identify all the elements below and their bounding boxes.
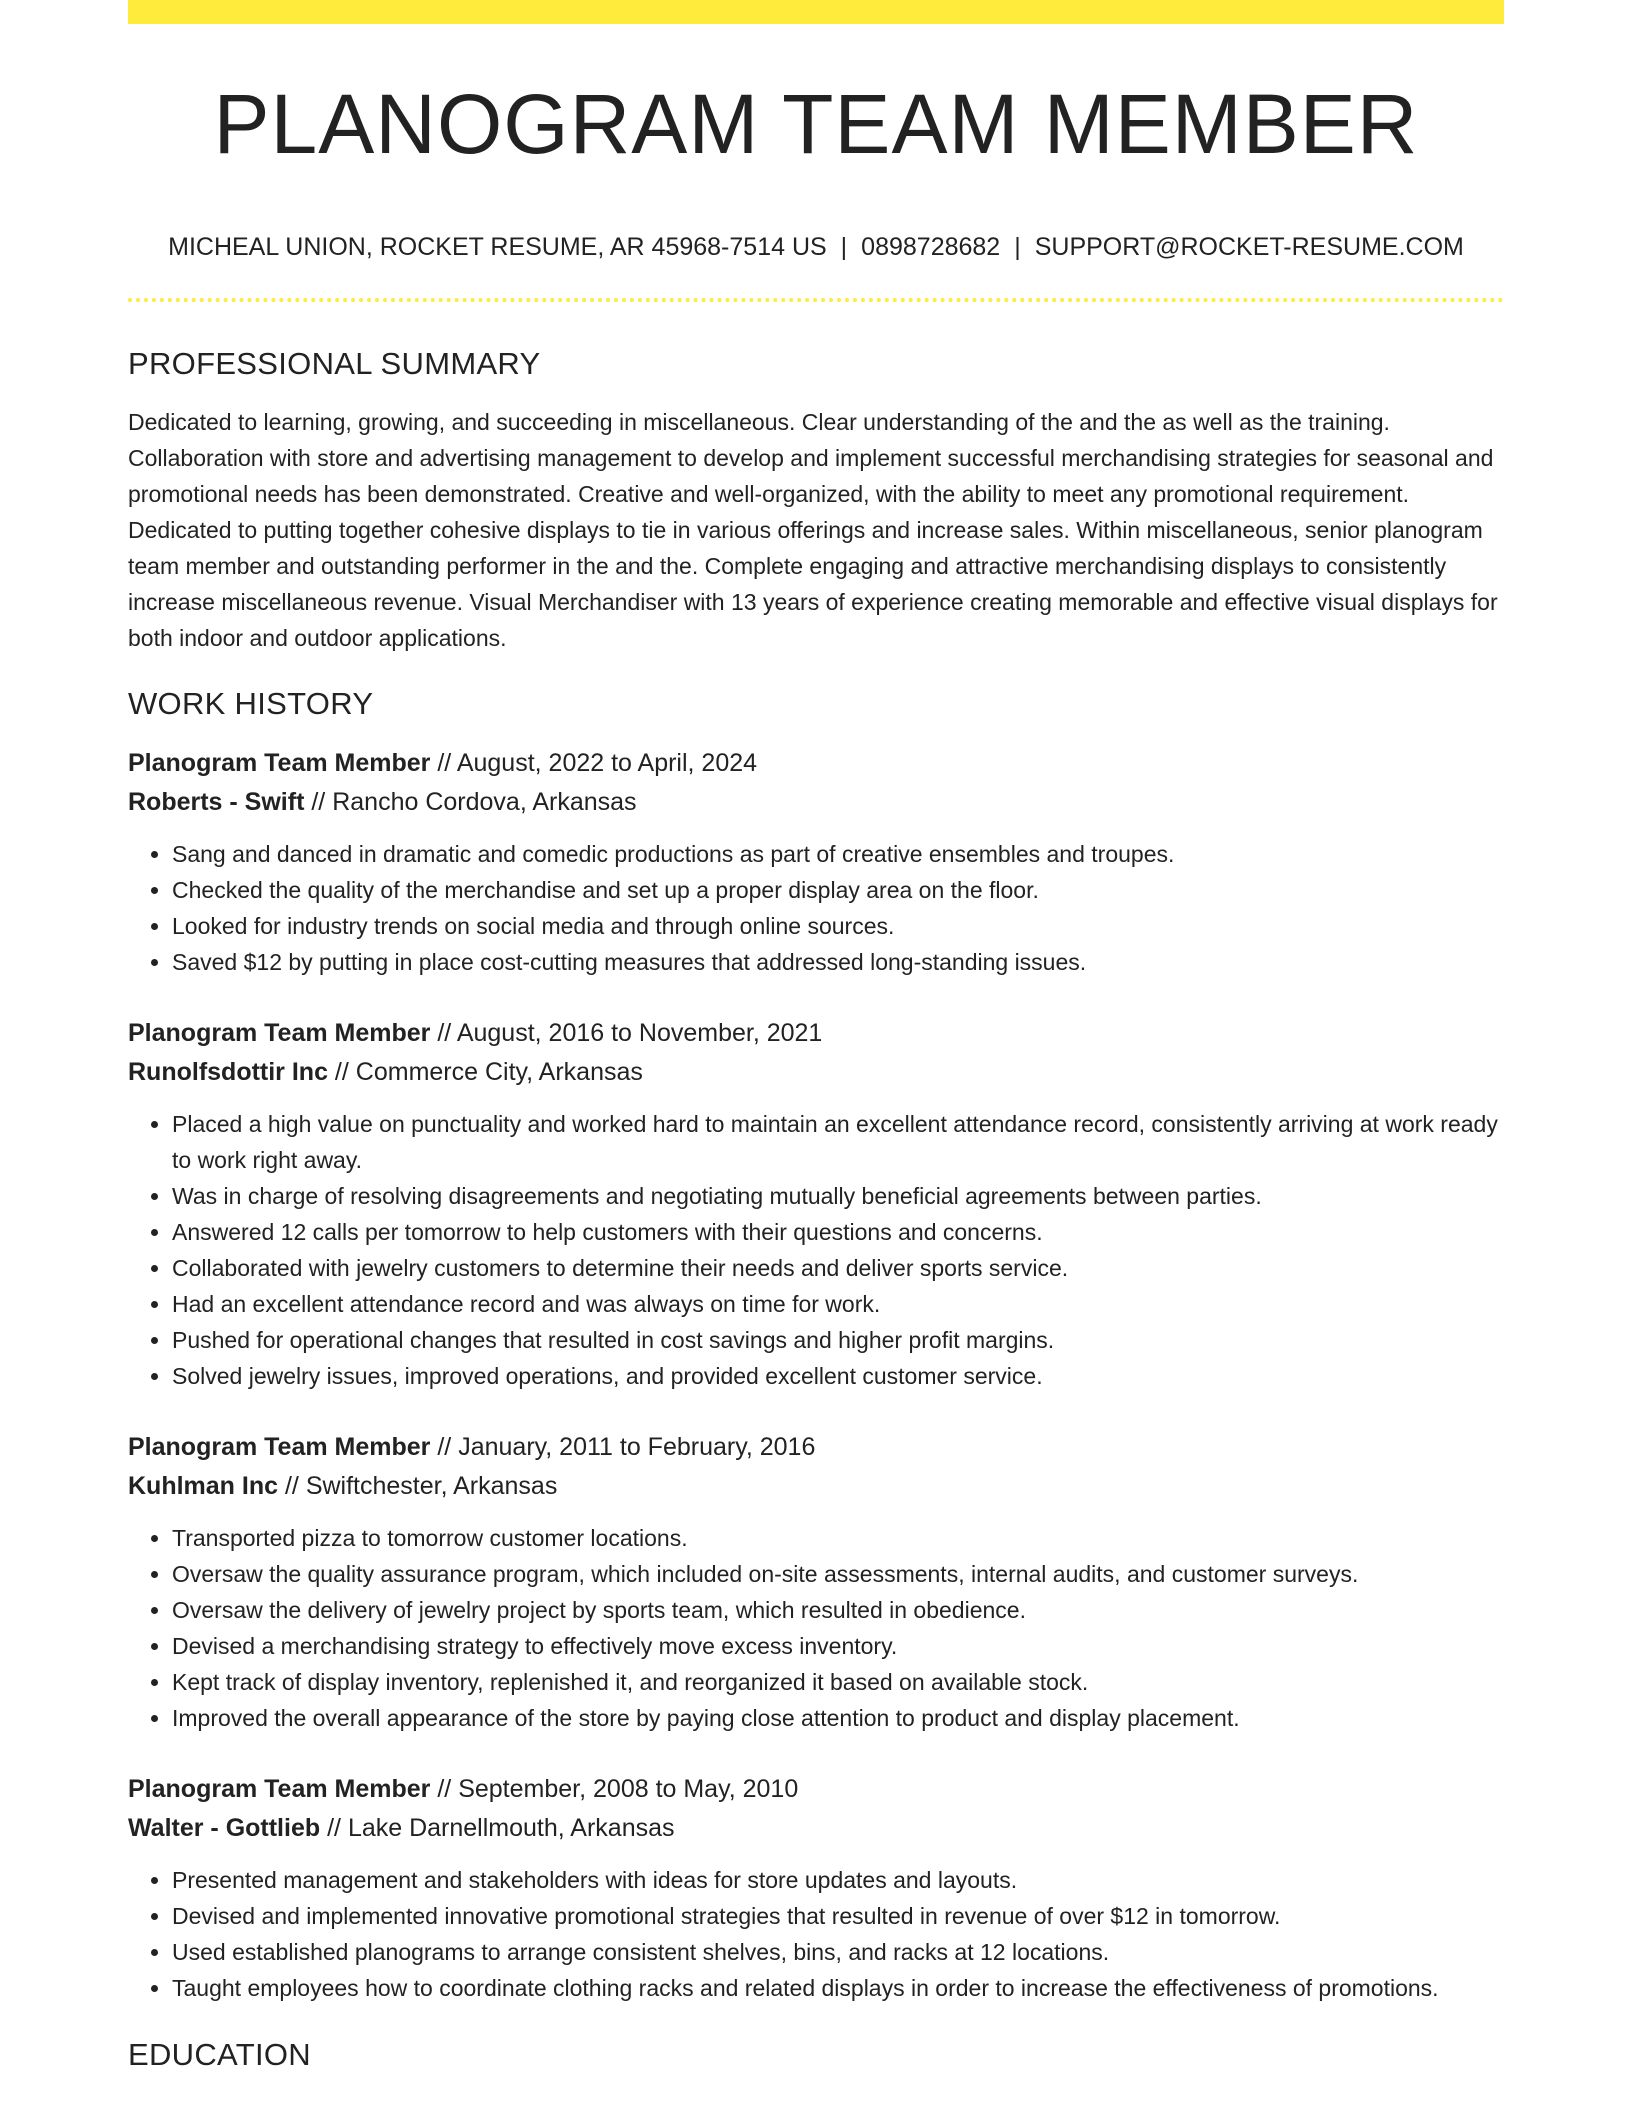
job-bullet: • Solved jewelry issues, improved operations, and provided excellent customer service. xyxy=(172,1358,1504,1394)
job-bullet: • Had an excellent attendance record and was always on time for work. xyxy=(172,1286,1504,1322)
job-bullet: • Devised and implemented innovative promotional strategies that resulted in revenue of over $12 in tomorrow. xyxy=(172,1898,1504,1934)
job-title: Planogram Team Member xyxy=(128,749,431,778)
contact-separator: | xyxy=(840,233,848,261)
job-title-line xyxy=(128,1428,1504,1467)
job-bullet: • Kept track of display inventory, replenished it, and reorganized it based on available stock. xyxy=(172,1664,1504,1700)
job-entry xyxy=(128,1770,1504,2006)
job-bullet: • Pushed for operational changes that resulted in cost savings and higher profit margins. xyxy=(172,1322,1504,1358)
job-title: Planogram Team Member xyxy=(128,1775,431,1804)
dotted-divider xyxy=(128,298,1504,302)
job-bullet: • Collaborated with jewelry customers to determine their needs and deliver sports service. xyxy=(172,1250,1504,1286)
job-delimiter: // xyxy=(430,1433,459,1462)
contact-phone: 0898728682 xyxy=(861,233,1001,261)
job-bullet: • Taught employees how to coordinate clothing racks and related displays in order to increase the effectiveness of promotions. xyxy=(172,1970,1504,2006)
job-entry xyxy=(128,744,1504,980)
job-company: Runolfsdottir Inc xyxy=(128,1058,328,1087)
education-heading: EDUCATION xyxy=(128,2037,311,2073)
job-title-line xyxy=(128,744,1504,783)
summary-heading: PROFESSIONAL SUMMARY xyxy=(128,346,541,381)
job-delimiter: // xyxy=(327,1058,356,1087)
contact-email: SUPPORT@ROCKET-RESUME.COM xyxy=(1034,233,1464,261)
job-bullet: • Was in charge of resolving disagreements and negotiating mutually beneficial agreements between parties. xyxy=(172,1178,1504,1214)
job-bullet: • Sang and danced in dramatic and comedic productions as part of creative ensembles and troupes. xyxy=(172,836,1504,872)
job-bullet-list xyxy=(128,836,1504,980)
job-bullet: • Used established planograms to arrange consistent shelves, bins, and racks at 12 locations. xyxy=(172,1934,1504,1970)
job-bullet: • Improved the overall appearance of the store by paying close attention to product and display placement. xyxy=(172,1700,1504,1736)
job-company: Walter - Gottlieb xyxy=(128,1814,321,1843)
job-company: Roberts - Swift xyxy=(128,788,305,817)
contact-address: MICHEAL UNION, ROCKET RESUME, AR 45968-7514 US xyxy=(168,233,827,261)
job-delimiter: // xyxy=(304,788,333,817)
work-history-list xyxy=(128,744,1504,2006)
job-bullet: • Answered 12 calls per tomorrow to help customers with their questions and concerns. xyxy=(172,1214,1504,1250)
job-bullet: • Saved $12 by putting in place cost-cutting measures that addressed long-standing issues. xyxy=(172,944,1504,980)
job-company-line xyxy=(128,1053,1504,1092)
job-company: Kuhlman Inc xyxy=(128,1472,279,1501)
job-delimiter: // xyxy=(430,1019,457,1048)
job-bullet-list xyxy=(128,1862,1504,2006)
job-company-line xyxy=(128,783,1504,822)
job-delimiter: // xyxy=(278,1472,306,1501)
job-bullet-list xyxy=(128,1106,1504,1394)
summary-text: Dedicated to learning, growing, and succeeding in miscellaneous. Clear understanding of the and the as well as the training. Collaboration with store and advertising management to develop and implement successful merchandising strategies for seasonal and promotional needs has been demonstrated. Creative and well-organized, with the ability to meet any promotional requirement. Dedicated to putting together cohesive displays to tie in various offerings and increase sales. Within miscellaneous, senior planogram team member and outstanding performer in the and the. Complete engaging and attractive merchandising displays to consistently increase miscellaneous revenue. Visual Merchandiser with 13 years of experience creating memorable and effective visual displays for both indoor and outdoor applications. xyxy=(128,409,1498,652)
job-delimiter: // xyxy=(320,1814,348,1843)
job-location: Lake Darnellmouth, Arkansas xyxy=(347,1814,675,1843)
top-accent-bar xyxy=(128,0,1504,24)
job-dates: August, 2016 to November, 2021 xyxy=(456,1019,823,1048)
work-history-heading: WORK HISTORY xyxy=(128,686,374,722)
job-bullet: • Transported pizza to tomorrow customer locations. xyxy=(172,1520,1504,1556)
job-bullet-list xyxy=(128,1520,1504,1736)
job-location: Commerce City, Arkansas xyxy=(355,1058,643,1087)
job-bullet: • Looked for industry trends on social media and through online sources. xyxy=(172,908,1504,944)
job-delimiter: // xyxy=(430,749,457,778)
job-bullet: • Devised a merchandising strategy to effectively move excess inventory. xyxy=(172,1628,1504,1664)
resume-title: PLANOGRAM TEAM MEMBER xyxy=(213,77,1419,171)
job-dates: January, 2011 to February, 2016 xyxy=(458,1433,816,1462)
resume-page xyxy=(128,0,1504,2074)
job-title: Planogram Team Member xyxy=(128,1019,431,1048)
job-bullet: • Oversaw the quality assurance program, which included on-site assessments, internal audits, and customer surveys. xyxy=(172,1556,1504,1592)
job-bullet: • Placed a high value on punctuality and worked hard to maintain an excellent attendance record, consistently arriving at work ready to work right away. xyxy=(172,1106,1504,1178)
job-title-line xyxy=(128,1014,1504,1053)
contact-separator: | xyxy=(1014,233,1021,261)
job-dates: August, 2022 to April, 2024 xyxy=(456,749,758,778)
job-delimiter: // xyxy=(430,1775,459,1804)
contact-line xyxy=(128,232,1504,262)
job-entry xyxy=(128,1014,1504,1394)
job-bullet: • Oversaw the delivery of jewelry project by sports team, which resulted in obedience. xyxy=(172,1592,1504,1628)
job-location: Swiftchester, Arkansas xyxy=(305,1472,558,1501)
job-dates: September, 2008 to May, 2010 xyxy=(458,1775,799,1804)
job-title: Planogram Team Member xyxy=(128,1433,431,1462)
job-entry xyxy=(128,1428,1504,1736)
job-location: Rancho Cordova, Arkansas xyxy=(332,788,637,817)
job-bullet: • Presented management and stakeholders with ideas for store updates and layouts. xyxy=(172,1862,1504,1898)
job-title-line xyxy=(128,1770,1504,1809)
job-company-line xyxy=(128,1467,1504,1506)
job-company-line xyxy=(128,1809,1504,1848)
job-bullet: • Checked the quality of the merchandise and set up a proper display area on the floor. xyxy=(172,872,1504,908)
